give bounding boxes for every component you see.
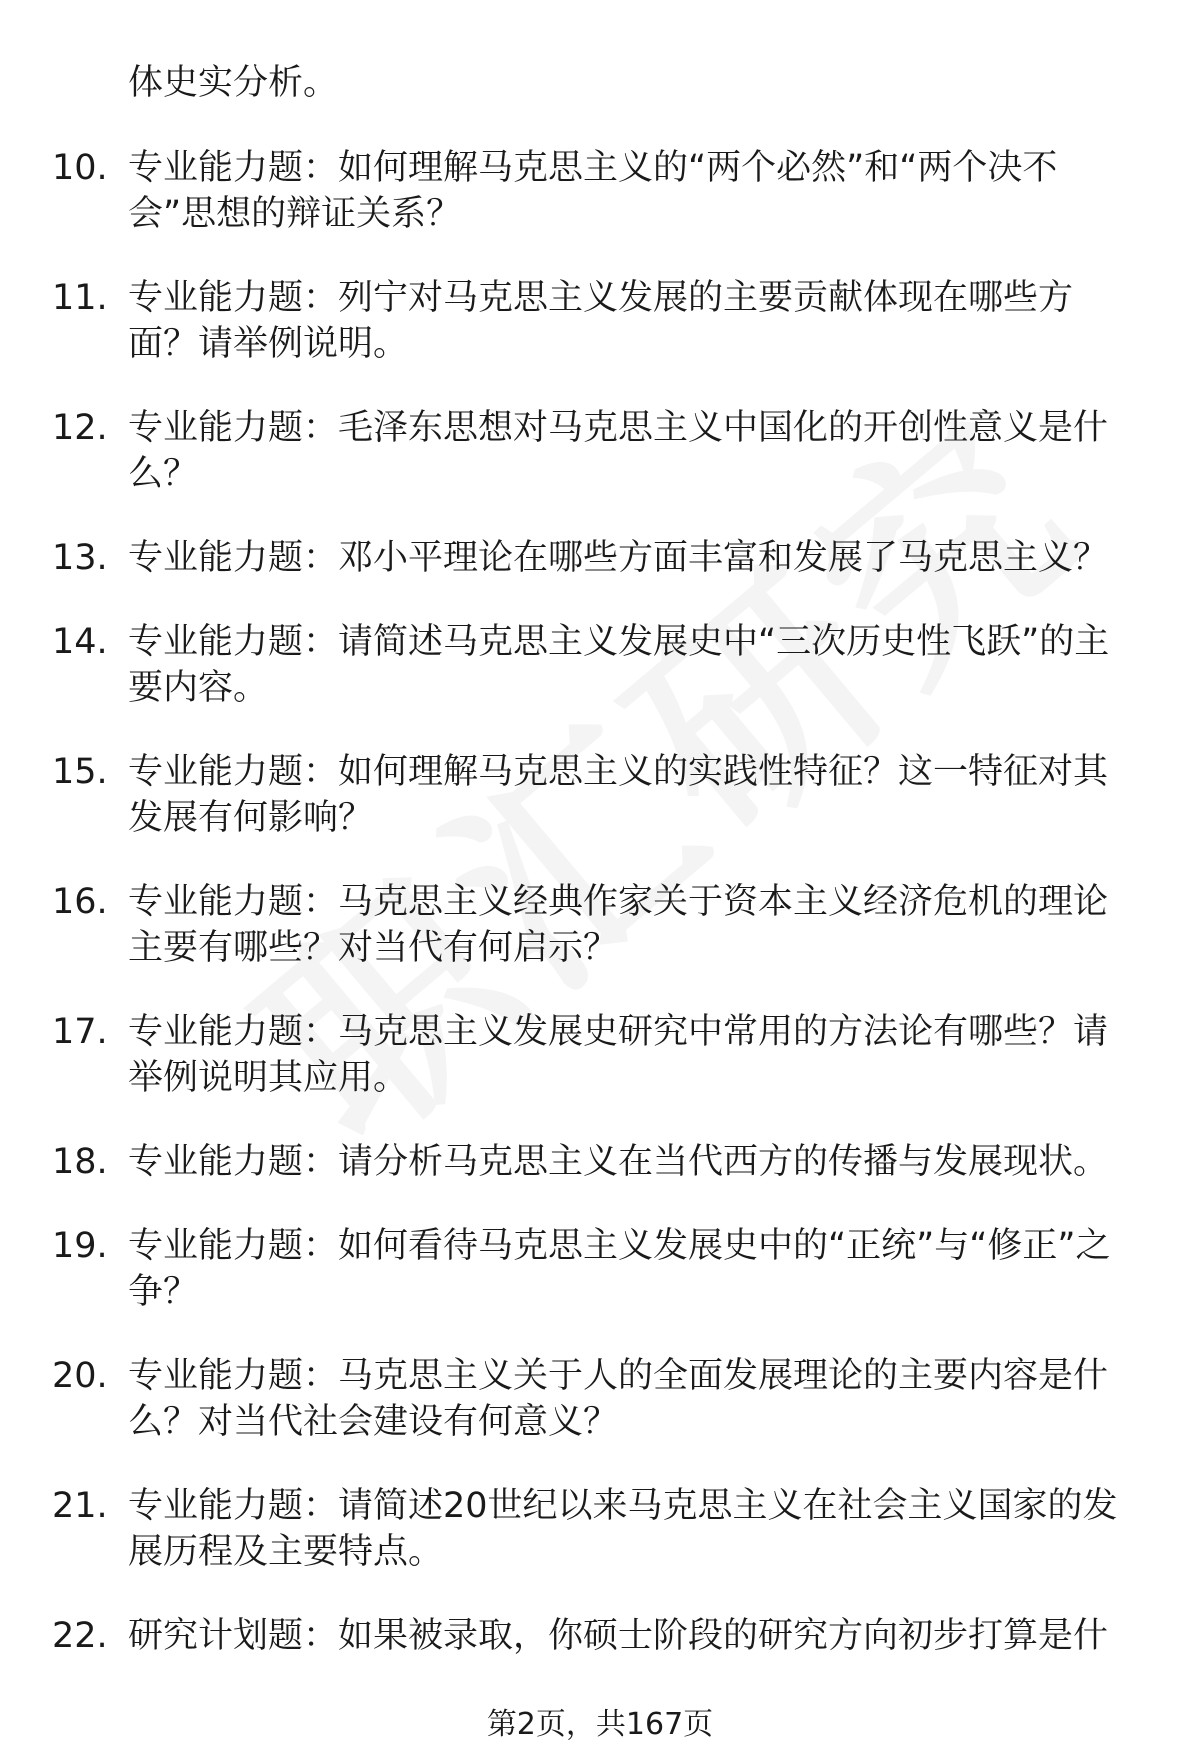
list-item bbox=[0, 1009, 1200, 1101]
question-text: 专业能力题：请分析马克思主义在当代西方的传播与发展现状。 bbox=[128, 1142, 1109, 1182]
list-item bbox=[0, 1613, 1200, 1659]
list-item bbox=[0, 1483, 1200, 1575]
question-text: 专业能力题：邓小平理论在哪些方面丰富和发展了马克思主义？ bbox=[128, 538, 1109, 578]
question-text: 专业能力题：毛泽东思想对马克思主义中国化的开创性意义是什么？ bbox=[128, 408, 1109, 494]
list-item bbox=[0, 275, 1200, 367]
question-number: 10. bbox=[52, 148, 108, 188]
question-number: 19. bbox=[52, 1226, 108, 1266]
question-text: 专业能力题：如何理解马克思主义的实践性特征？这一特征对其发展有何影响？ bbox=[128, 752, 1109, 838]
list-item bbox=[0, 879, 1200, 971]
list-item bbox=[0, 405, 1200, 497]
question-text: 专业能力题：马克思主义发展史研究中常用的方法论有哪些？请举例说明其应用。 bbox=[128, 1012, 1109, 1098]
list-item bbox=[0, 749, 1200, 841]
question-number: 13. bbox=[52, 538, 108, 578]
continuation-text: 体史实分析。 bbox=[128, 63, 339, 103]
question-number: 21. bbox=[52, 1486, 108, 1526]
list-item bbox=[0, 535, 1200, 581]
question-number: 22. bbox=[52, 1616, 108, 1656]
question-text: 专业能力题：请简述20世纪以来马克思主义在社会主义国家的发展历程及主要特点。 bbox=[128, 1486, 1118, 1572]
list-item bbox=[0, 1139, 1200, 1185]
list-item bbox=[0, 145, 1200, 237]
question-text: 研究计划题：如果被录取，你硕士阶段的研究方向初步打算是什 bbox=[128, 1616, 1109, 1656]
question-number: 15. bbox=[52, 752, 108, 792]
list-item bbox=[0, 1223, 1200, 1315]
question-text: 专业能力题：马克思主义经典作家关于资本主义经济危机的理论主要有哪些？对当代有何启示？ bbox=[128, 882, 1109, 968]
question-number: 17. bbox=[52, 1012, 108, 1052]
question-text: 专业能力题：请简述马克思主义发展史中“三次历史性飞跃”的主要内容。 bbox=[128, 622, 1110, 708]
question-number: 12. bbox=[52, 408, 108, 448]
question-text: 专业能力题：列宁对马克思主义发展的主要贡献体现在哪些方面？请举例说明。 bbox=[128, 278, 1074, 364]
question-number: 20. bbox=[52, 1356, 108, 1396]
list-item bbox=[0, 1353, 1200, 1445]
question-number: 11. bbox=[52, 278, 108, 318]
list-item bbox=[0, 619, 1200, 711]
question-number: 16. bbox=[52, 882, 108, 922]
question-text: 专业能力题：马克思主义关于人的全面发展理论的主要内容是什么？对当代社会建设有何意义？ bbox=[128, 1356, 1109, 1442]
question-text: 专业能力题：如何看待马克思主义发展史中的“正统”与“修正”之争？ bbox=[128, 1226, 1111, 1312]
question-number: 14. bbox=[52, 622, 108, 662]
question-list bbox=[0, 145, 1200, 1697]
question-number: 18. bbox=[52, 1142, 108, 1182]
question-text: 专业能力题：如何理解马克思主义的“两个必然”和“两个决不会”思想的辩证关系？ bbox=[128, 148, 1058, 234]
page-footer: 第2页，共167页 bbox=[486, 1707, 714, 1742]
